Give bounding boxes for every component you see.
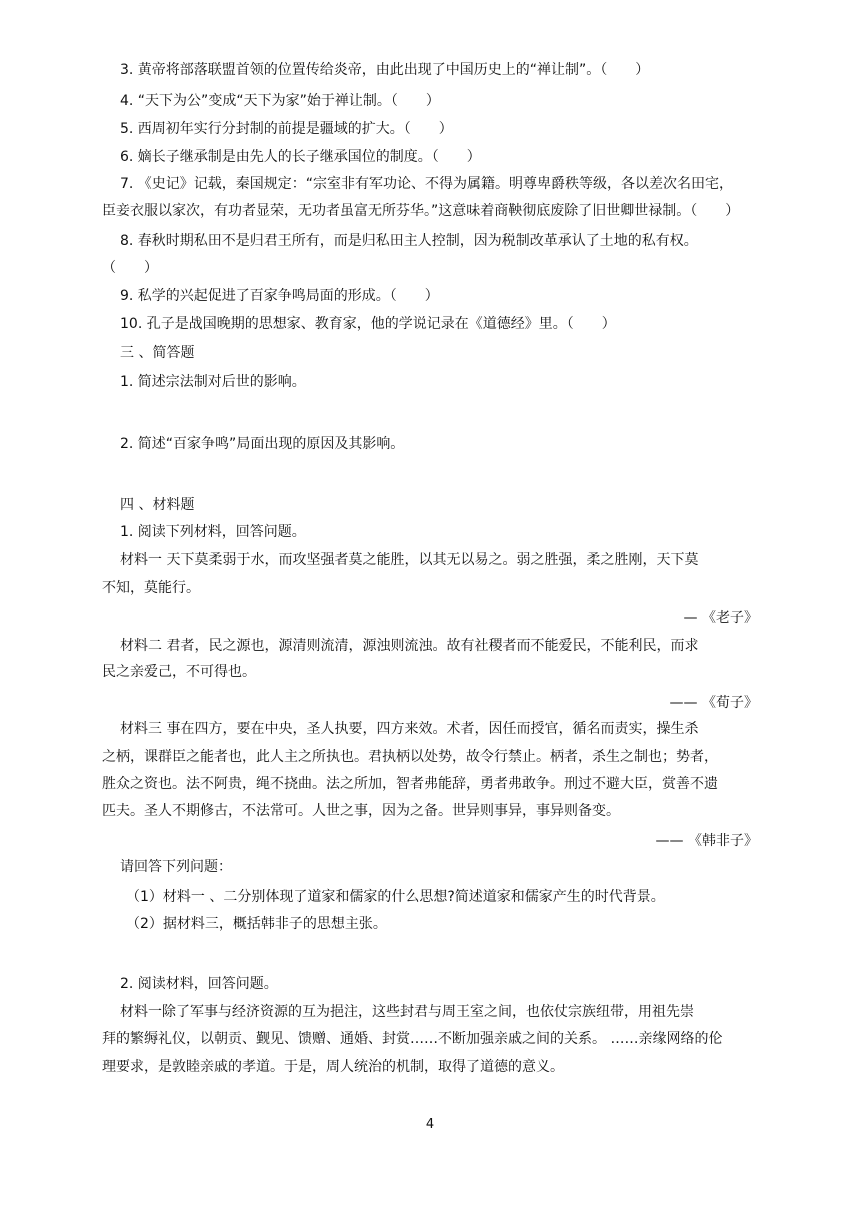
- material-2-line-1: 材料二 君者，民之源也，源清则流清，源浊则流浊。故有社稷者而不能爱民，不能利民，而求: [120, 638, 699, 654]
- tf-question-4: 4. “天下为公”变成“天下为家”始于禅让制。（ ）: [120, 93, 440, 109]
- material-2-line-2: 民之亲爱己，不可得也。: [102, 664, 256, 680]
- q2-material-1-line-1: 材料一除了军事与经济资源的互为挹注，这些封君与周王室之间，也依仗宗族纽带，用祖先崇: [120, 1004, 694, 1020]
- tf-question-3: 3. 黄帝将部落联盟首领的位置传给炎帝，由此出现了中国历史上的“禅让制”。（ ）: [120, 62, 650, 78]
- material-question-1-intro: 1. 阅读下列材料，回答问题。: [120, 524, 306, 540]
- section-3-heading: 三 、简答题: [120, 345, 195, 361]
- section-4-heading: 四 、材料题: [120, 497, 195, 513]
- tf-question-7-line-1: 7. 《史记》记载，秦国规定：“宗室非有军功论、不得为属籍。明尊卑爵秩等级，各以差次名田宅，: [120, 176, 734, 192]
- material-1-source: — 《老子》: [683, 610, 758, 626]
- answer-prompt: 请回答下列问题：: [120, 859, 232, 875]
- material-1-line-2: 不知，莫能行。: [102, 580, 200, 596]
- material-3-line-1: 材料三 事在四方，要在中央，圣人执要，四方来效。术者，因任而授官，循名而责实，操生杀: [120, 721, 699, 737]
- material-3-source: —— 《韩非子》: [655, 833, 758, 849]
- sub-question-1: （1）材料一 、二分别体现了道家和儒家的什么思想?简述道家和儒家产生的时代背景。: [126, 889, 665, 905]
- tf-question-6: 6. 嫡长子继承制是由先人的长子继承国位的制度。（ ）: [120, 149, 481, 165]
- short-answer-question-1: 1. 简述宗法制对后世的影响。: [120, 374, 306, 390]
- tf-question-9: 9. 私学的兴起促进了百家争鸣局面的形成。（ ）: [120, 288, 439, 304]
- sub-question-2: （2）据材料三，概括韩非子的思想主张。: [126, 916, 387, 932]
- material-question-2-intro: 2. 阅读材料，回答问题。: [120, 976, 278, 992]
- tf-question-5: 5. 西周初年实行分封制的前提是疆域的扩大。（ ）: [120, 121, 453, 137]
- material-3-line-4: 匹夫。圣人不期修古，不法常可。人世之事，因为之备。世异则事异，事异则备变。: [102, 803, 620, 819]
- tf-question-7-line-2: 臣妾衣服以家次，有功者显荣，无功者虽富无所芬华。”这意味着商鞅彻底废除了旧世卿世禄制。（ ）: [102, 203, 740, 219]
- material-3-line-2: 之柄，课群臣之能者也，此人主之所执也。君执柄以处势，故令行禁止。柄者，杀生之制也；势者，: [102, 749, 718, 765]
- q2-material-1-line-2: 拜的繁缛礼仪，以朝贡、觐见、馈赠、通婚、封赏……不断加强亲戚之间的关系。 ……亲缘网络的伦: [102, 1031, 723, 1047]
- tf-question-10: 10. 孔子是战国晚期的思想家、教育家，他的学说记录在《道德经》里。（ ）: [120, 316, 616, 332]
- short-answer-question-2: 2. 简述“百家争鸣”局面出现的原因及其影响。: [120, 436, 405, 452]
- material-2-source: —— 《荀子》: [669, 695, 758, 711]
- material-1-line-1: 材料一 天下莫柔弱于水，而攻坚强者莫之能胜，以其无以易之。弱之胜强，柔之胜刚，天下莫: [120, 552, 699, 568]
- q2-material-1-line-3: 理要求，是敦睦亲戚的孝道。于是，周人统治的机制，取得了道德的意义。: [102, 1059, 564, 1075]
- material-3-line-3: 胜众之资也。法不阿贵，绳不挠曲。法之所加，智者弗能辞，勇者弗敢争。刑过不避大臣，赏善不遗: [102, 776, 718, 792]
- page-number: 4: [425, 1117, 435, 1132]
- tf-question-8-line-1: 8. 春秋时期私田不是归君王所有，而是归私田主人控制，因为税制改革承认了土地的私有权。: [120, 233, 698, 249]
- tf-question-8-line-2: （ ）: [102, 260, 158, 276]
